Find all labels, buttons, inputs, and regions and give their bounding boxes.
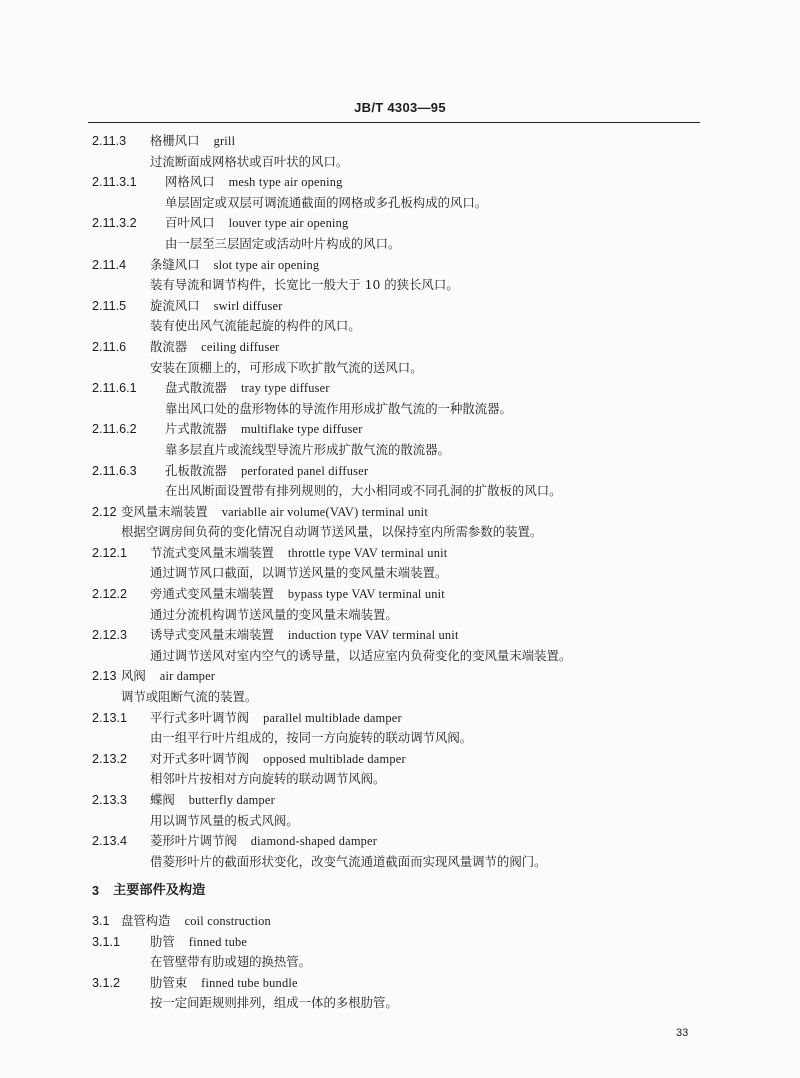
term-definition: 装有导流和调节构件，长宽比一般大于 10 的狭长风口。 xyxy=(150,277,459,293)
term-definition: 根据空调房间负荷的变化情况自动调节送风量，以保持室内所需参数的装置。 xyxy=(121,524,543,540)
section-number: 3.1.2 xyxy=(92,975,121,990)
term-definition: 通过调节风口截面，以调节送风量的变风量末端装置。 xyxy=(150,565,448,581)
term-english: tray type diffuser xyxy=(240,381,330,396)
term-definition: 用以调节风量的板式风阀。 xyxy=(150,812,299,828)
term-chinese: 片式散流器 xyxy=(165,421,227,437)
section-number: 2.12.2 xyxy=(92,587,128,602)
term-entry xyxy=(0,337,800,358)
term-english: induction type VAV terminal unit xyxy=(287,628,459,643)
term-entry xyxy=(0,131,800,152)
term-english: finned tube xyxy=(188,934,248,949)
term-english: louver type air opening xyxy=(228,216,349,231)
term-definition: 按一定间距规则排列，组成一体的多根肋管。 xyxy=(150,995,398,1011)
page-number: 33 xyxy=(676,1027,689,1039)
term-entry xyxy=(0,172,800,193)
section-number: 2.13 xyxy=(92,669,117,684)
term-definition-line xyxy=(0,646,800,667)
term-definition-line xyxy=(0,522,800,543)
term-definition-line xyxy=(0,193,800,214)
term-entry xyxy=(0,502,800,523)
spacer xyxy=(0,902,800,911)
term-entry xyxy=(0,666,800,687)
section-number: 2.12 xyxy=(92,504,117,519)
spacer xyxy=(0,872,800,881)
term-chinese: 节流式变风量末端装置 xyxy=(150,544,274,560)
chapter-number: 3 xyxy=(92,884,100,899)
term-entry xyxy=(0,378,800,399)
term-chinese: 旋流风口 xyxy=(150,297,200,313)
term-chinese: 菱形叶片调节阀 xyxy=(150,833,237,849)
section-number: 2.13.1 xyxy=(92,710,128,725)
term-definition-line xyxy=(0,952,800,973)
term-chinese: 对开式多叶调节阀 xyxy=(150,750,250,766)
term-english: opposed multiblade damper xyxy=(263,751,406,766)
section-number: 2.11.5 xyxy=(92,298,127,313)
section-number: 2.12.3 xyxy=(92,628,128,643)
term-definition: 安装在顶棚上的，可形成下吹扩散气流的送风口。 xyxy=(150,359,423,375)
term-definition: 在管壁带有肋或翅的换热管。 xyxy=(150,954,312,970)
section-number: 2.11.3.2 xyxy=(92,216,137,231)
term-english: diamond-shaped damper xyxy=(250,834,378,849)
term-definition-line xyxy=(0,234,800,255)
term-entry xyxy=(0,419,800,440)
term-definition-line xyxy=(0,605,800,626)
term-definition: 单层固定或双层可调流通截面的网格或多孔板构成的风口。 xyxy=(165,194,488,210)
term-chinese: 条缝风口 xyxy=(150,256,200,272)
term-definition-line xyxy=(0,687,800,708)
term-chinese: 诱导式变风量末端装置 xyxy=(150,627,274,643)
term-definition-line xyxy=(0,563,800,584)
term-english: mesh type air opening xyxy=(228,175,343,190)
term-definition-line xyxy=(0,275,800,296)
term-entry xyxy=(0,543,800,564)
term-definition: 靠出风口处的盘形物体的导流作用形成扩散气流的一种散流器。 xyxy=(165,400,512,416)
page-header: JB/T 4303—95 xyxy=(354,100,446,115)
term-chinese: 肋管 xyxy=(150,933,175,949)
term-definition: 通过分流机构调节送风量的变风量末端装置。 xyxy=(150,606,398,622)
term-english: perforated panel diffuser xyxy=(240,463,369,478)
term-definition: 装有使出风气流能起旋的构件的风口。 xyxy=(150,318,361,334)
term-definition-line xyxy=(0,769,800,790)
term-definition-line xyxy=(0,399,800,420)
term-definition-line xyxy=(0,852,800,873)
term-chinese: 孔板散流器 xyxy=(165,462,227,478)
term-chinese: 肋管束 xyxy=(150,974,188,990)
term-entry xyxy=(0,790,800,811)
term-definition: 通过调节送风对室内空气的诱导量，以适应室内负荷变化的变风量末端装置。 xyxy=(150,647,572,663)
section-number: 2.11.6.3 xyxy=(92,463,137,478)
term-english: parallel multiblade damper xyxy=(263,710,402,725)
term-chinese: 盘管构造 xyxy=(121,912,171,928)
term-entry xyxy=(0,932,800,953)
term-entry xyxy=(0,973,800,994)
header-divider xyxy=(88,122,700,123)
term-entry xyxy=(0,708,800,729)
section-number: 3.1.1 xyxy=(92,934,121,949)
term-chinese: 盘式散流器 xyxy=(165,380,227,396)
term-definition: 过流断面成网格状或百叶状的风口。 xyxy=(150,153,349,169)
term-definition-line xyxy=(0,358,800,379)
term-entry xyxy=(0,255,800,276)
term-english: slot type air opening xyxy=(213,257,320,272)
term-chinese: 散流器 xyxy=(150,338,188,354)
term-english: air damper xyxy=(159,669,216,684)
section-number: 2.11.6.2 xyxy=(92,422,137,437)
term-entry xyxy=(0,461,800,482)
term-chinese: 格栅风口 xyxy=(150,133,200,148)
term-english: multiflake type diffuser xyxy=(240,422,363,437)
section-number: 2.13.3 xyxy=(92,793,128,807)
term-english: grill xyxy=(213,134,236,148)
term-definition-line xyxy=(0,440,800,461)
chapter-title: 主要部件及构造 xyxy=(113,883,206,899)
term-chinese: 平行式多叶调节阀 xyxy=(150,709,250,725)
term-definition: 相邻叶片按相对方向旋转的联动调节风阀。 xyxy=(150,771,386,787)
term-chinese: 蝶阀 xyxy=(150,792,175,807)
term-entry xyxy=(0,911,800,932)
term-definition-line xyxy=(0,728,800,749)
term-english: throttle type VAV terminal unit xyxy=(287,545,448,560)
term-definition: 在出风断面设置带有排列规则的，大小相同或不同孔洞的扩散板的风口。 xyxy=(165,483,562,499)
term-entry xyxy=(0,296,800,317)
term-entry xyxy=(0,625,800,646)
term-entry xyxy=(0,749,800,770)
term-chinese: 变风量末端装置 xyxy=(121,503,208,519)
term-definition-line xyxy=(0,316,800,337)
term-english: variablle air volume(VAV) terminal unit xyxy=(221,504,428,519)
section-number: 2.13.2 xyxy=(92,751,128,766)
term-definition-line xyxy=(0,152,800,173)
term-entry xyxy=(0,213,800,234)
term-chinese: 旁通式变风量末端装置 xyxy=(150,586,274,602)
section-number: 2.13.4 xyxy=(92,834,128,849)
chapter-heading xyxy=(0,881,800,902)
section-number: 2.11.3 xyxy=(92,134,127,148)
term-definition: 由一组平行叶片组成的，按同一方向旋转的联动调节风阀。 xyxy=(150,730,473,746)
document-body xyxy=(0,131,800,1014)
term-english: coil construction xyxy=(184,913,271,928)
section-number: 2.11.6 xyxy=(92,339,127,354)
term-english: finned tube bundle xyxy=(201,975,298,990)
term-definition: 调节或阻断气流的装置。 xyxy=(121,689,258,705)
term-chinese: 网格风口 xyxy=(165,174,215,190)
term-entry xyxy=(0,831,800,852)
section-number: 2.11.4 xyxy=(92,257,127,272)
term-english: ceiling diffuser xyxy=(201,339,280,354)
term-definition-line xyxy=(0,481,800,502)
term-definition: 借菱形叶片的截面形状变化，改变气流通道截面而实现风量调节的阀门。 xyxy=(150,853,547,869)
term-chinese: 风阀 xyxy=(121,668,146,684)
section-number: 2.11.3.1 xyxy=(92,175,137,190)
section-number: 2.12.1 xyxy=(92,545,128,560)
term-definition: 靠多层直片或流线型导流片形成扩散气流的散流器。 xyxy=(165,441,450,457)
term-definition-line xyxy=(0,811,800,832)
term-entry xyxy=(0,584,800,605)
term-english: swirl diffuser xyxy=(213,298,283,313)
term-definition: 由一层至三层固定或活动叶片构成的风口。 xyxy=(165,235,401,251)
section-number: 3.1 xyxy=(92,913,110,928)
term-chinese: 百叶风口 xyxy=(165,215,215,231)
term-english: butterfly damper xyxy=(188,793,275,807)
term-definition-line xyxy=(0,993,800,1014)
section-number: 2.11.6.1 xyxy=(92,381,137,396)
term-english: bypass type VAV terminal unit xyxy=(287,587,445,602)
